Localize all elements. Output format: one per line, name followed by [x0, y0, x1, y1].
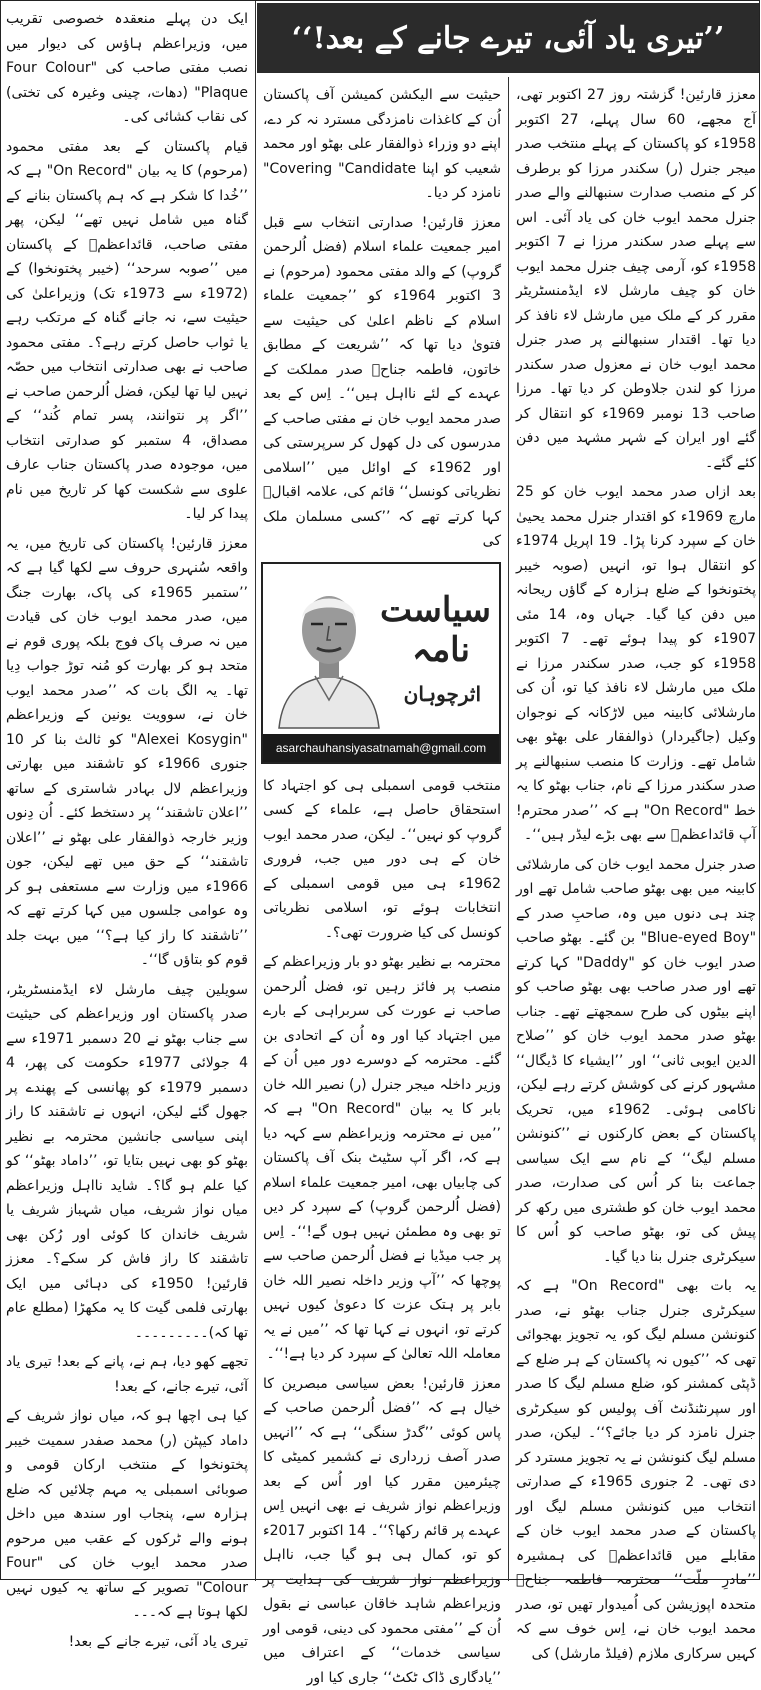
author-email[interactable]: asarchauhansiyasatnamah@gmail.com	[263, 734, 499, 762]
paragraph: معزز قارئین! پاکستان کی تاریخ میں، یہ واقعہ سُنہری حروف سے لکھا گیا ہے کہ ’’ستمبر 1965ء کی پاک، بھارت جنگ میں، صدر محمد ایوب خان کی قیادت میں نہ صرف پاک فوج بلکہ پوری قوم نے متحد ہو کر بھارت کو مُنہ توڑ جواب دِیا تھا۔ یہ الگ بات کہ ’’صدر محمد ایوب خان نے، سوویت یونین کے وزیراعظم "Alexei Kosygin" کو ثالث بنا کر 10 جنوری 1966ء کو تاشقند میں بھارتی وزیراعظم لال بہادر شاستری کے ساتھ ’’اعلان تاشقند‘‘ پر دستخط کئے۔ اُن دِنوں وزیر خارجہ ذوالفقار علی بھٹو نے ’’اعلان تاشقند‘‘ کے حق میں تھے لیکن، جون 1966ء میں وزارت سے مستعفی ہو کر وہ عوامی جلسوں میں کہا کرتے تھے کہ ’’تاشقند کا راز کیا ہے؟‘‘ میں بہت جلد قوم کو بتاؤں گا‘‘۔	[6, 532, 248, 973]
text-column-right	[511, 77, 761, 1581]
paragraph: قیام پاکستان کے بعد مفتی محمود (مرحوم) کا یہ بیان "On Record" ہے کہ ’’خُدا کا شکر ہے کہ ہم پاکستان بنانے کے گناہ میں شامل نہیں تھے‘‘ لیکن، پھر مفتی صاحب، قائداعظمؒ کے پاکستان میں ’’صوبہ سرحد‘‘ (خیبر پختونخوا) کے (1972ء سے 1973ء تک) وزیراعلیٰ کی حیثیت سے، نہ جانے گناہ کے مرتکب رہے یا ثواب حاصل کرتے رہے؟۔ مفتی محمود صاحب نے بھی صدارتی انتخاب میں حصّہ نہیں لیا تھا لیکن، فضل اُلرحمن صاحب نے ’’اگر پر نتوانند، پسر تمام کُند‘‘ کے مصداق، 4 ستمبر کو صدارتی انتخاب میں، موجودہ صدر پاکستان جناب عارف علوی سے شکست کھا کر تاریخ میں نام پیدا کر لیا۔	[6, 135, 248, 527]
column-logo-line: سیاست	[391, 590, 491, 630]
paragraph: معزز قارئین! بعض سیاسی مبصرین کا خیال ہے کہ ’’فضل اُلرحمن صاحب کے پاس کوئی ’’گدڑ سنگی‘‘ ہے کہ ’’انہیں صدر آصف زرداری نے کشمیر کمیٹی کا چیئرمین مقرر کیا اور اُس کے بعد وزیراعظم نواز شریف نے بھی انہیں اِس عہدے پر قائم رکھا؟‘‘۔ 14 اکتوبر 2017ء کو تو، کمال ہی ہو گیا جب، نااہل وزیراعظم نواز شریف کی ہدایت پر وزیراعظم شاہد خاقان عباسی نے بقول اُن کے ’’مفتی محمود کی دینی، قومی اور سیاسی خدمات‘‘ کے اعتراف میں ’’یادگاری ڈاک ٹکٹ‘‘ جاری کیا اور	[263, 1372, 501, 1690]
verse: تجھے کھو دیا، ہم نے، پانے کے بعد! تیری یاد آئی، تیرے جانے، کے بعد!	[6, 1350, 248, 1399]
paragraph: منتخب قومی اسمبلی ہی کو اجتہاد کا استحقاق حاصل ہے، علماء کے کسی گروپ کو نہیں‘‘۔ لیکن، صدر محمد ایوب خان کے ہی دور میں جب، فروری 1962ء ہی میں قومی اسمبلی کے انتخابات ہوئے تو، اسلامی نظریاتی کونسل کی کیا ضرورت تھی؟۔	[263, 774, 501, 946]
paragraph: معزز قارئین! صدارتی انتخاب سے قبل امیر جمعیت علماء اسلام (فضل اُلرحمن گروپ) کے والد مفتی محمود (مرحوم) نے 3 اکتوبر 1964ء کو ’’جمعیت علماء اسلام کے ناظم اعلیٰ کی حیثیت سے فتویٰ دیا تھا کہ ’’شریعت کے مطابق خاتون، فاطمہ جناحؒ صدر مملکت کے عہدے کے لئے نااہل ہیں‘‘۔ اِس کے بعد صدر محمد ایوب خان نے مفتی صاحب کے مدرسوں کی دل کھول کر سرپرستی کی اور 1962ء کے اوائل میں ’’اسلامی نظریاتی کونسل‘‘ قائم کی، علامہ اقبالؒ کہا کرتے تھے کہ ’’کسی مسلمان ملک کی	[263, 211, 501, 554]
headline-banner	[257, 3, 759, 73]
text-column-middle	[258, 77, 506, 1581]
paragraph: کیا ہی اچھا ہو کہ، میاں نواز شریف کے داماد کیپٹن (ر) محمد صفدر سمیت خیبر پختونخوا کے منتخب ارکان قومی و صوبائی اسمبلی یہ مہم چلائیں کہ ضلع ہزارہ سے، پنجاب اور سندھ میں داخل ہونے والے ٹرکوں کے عقب میں مرحوم صدر محمد ایوب خان کی "Four Colour" تصویر کے ساتھ یہ کیوں نہیں لکھا ہوتا ہے کہ۔۔۔	[6, 1404, 248, 1625]
closing-line: تیری یاد آئی، تیرے جانے کے بعد!	[6, 1630, 248, 1655]
text-column-left	[1, 1, 253, 1581]
author-name: اثرچوہان	[404, 682, 481, 706]
paragraph: محترمہ بے نظیر بھٹو دو بار وزیراعظم کے منصب پر فائز رہیں تو، فضل اُلرحمن صاحب نے عورت کی سربراہی کے بارے میں اجتہاد کیا اور وہ اُن کے اتحادی بن گئے۔ محترمہ کے دوسرے دور میں اُن کے وزیر داخلہ میجر جنرل (ر) نصیر اللہ خان بابر کا یہ بیان "On Record" ہے کہ ’’میں نے محترمہ وزیراعظم سے کہہ دیا ہے کہ، اگر آپ سٹیٹ بنک آف پاکستان کی چابیاں بھی، امیر جمعیت علماء اسلام (فضل اُلرحمن گروپ) کے سپرد کر دیں تو بھی وہ مطمئن نہیں ہوں گے!‘‘۔ اِس پر جب میڈیا نے فضل اُلرحمن صاحب سے پوچھا کہ ’’آپ وزیر داخلہ نصیر اللہ خان بابر پر ہتک عزت کا دعویٰ کیوں نہیں کرتے تو، انہوں نے کہا تھا کہ ’’میں نے یہ معاملہ اللہ تعالیٰ کے سپرد کر دیا ہے!‘‘۔	[263, 950, 501, 1367]
column-logo-line: نامہ	[391, 630, 491, 670]
paragraph: صدر جنرل محمد ایوب خان کی مارشلائی کابینہ میں بھی بھٹو صاحب شامل تھے اور چند ہی دنوں میں وہ، صاحبِ صدر کے "Blue-eyed Boy" بن گئے۔ بھٹو صاحب صدر ایوب خان کو "Daddy" کہا کرتے تھے اور صدر صاحب بھی بھٹو صاحب کو اپنے بیٹوں کی طرح سمجھتے تھے۔ جناب بھٹو صدر محمد ایوب خان کو ’’صلاح الدین ایوبی ثانی‘‘ اور ’’ایشیاء کا ڈیگال‘‘ مشہور کرنے کی کوشش کرتے رہے لیکن، ناکامی ہوئی۔ 1962ء میں، تحریک پاکستان کے بعض کارکنوں نے ’’کنونشن مسلم لیگ‘‘ کے نام سے ایک سیاسی جماعت بنا کر اُس کی صدارت، صدر محمد ایوب خان کو طشتری میں رکھ کر پیش کی تو، بھٹو صاحب کو اُس کا سیکرٹری جنرل بنا دیا گیا۔	[516, 853, 756, 1270]
paragraph: معزز قارئین! گزشتہ روز 27 اکتوبر تھی، آج مجھے، 60 سال پہلے، 27 اکتوبر 1958ء کو پاکستان کے پہلے منتخب صدر میجر جنرل (ر) سکندر مرزا کو برطرف کر کے منصب صدارت سنبھالنے والے صدر جنرل محمد ایوب خان کی یاد آئی۔ اس سے پہلے صدر سکندر مرزا نے 7 اکتوبر 1958ء کو، آرمی چیف جنرل محمد ایوب خان کو چیف مارشل لاء ایڈمنسٹریٹر مقرر کر کے ملک میں مارشل لاء نافذ کر دیا تھا۔ اقتدار سنبھالنے پر صدر جنرل محمد ایوب خان نے معزول صدر سکندر مرزا کو لندن جلاوطن کر دیا تھا۔ مرزا صاحب 13 نومبر 1969ء کو انتقال کر گئے اور ایران کے شہر مشہد میں دفن کئے گئے۔	[516, 83, 756, 475]
column-divider	[255, 1, 256, 1581]
paragraph: حیثیت سے الیکشن کمیشن آف پاکستان اُن کے کاغذات نامزدگی مسترد نہ کر دے، اپنے دو وزراء ذوالفقار علی بھٹو اور محمد شعیب کو اپنا Covering "Candidate" نامزد کر دیا۔	[263, 83, 501, 206]
paragraph: سویلین چیف مارشل لاء ایڈمنسٹریٹر، صدر پاکستان اور وزیراعظم کی حیثیت سے جناب بھٹو نے 20 دسمبر 1971ء سے 4 جولائی 1977ء حکومت کی پھر، 4 دسمبر 1979ء کو پھانسی کے پھندے پر جھول گئے لیکن، انہوں نے تاشقند کا راز اپنی سیاسی جانشین محترمہ بے نظیر بھٹو کو بھی نہیں بتایا تو، ’’داماد بھٹو‘‘ کو کیا علم ہو گا؟۔ شاید نااہل وزیراعظم میاں نواز شریف، میاں شہباز شریف یا شریف خاندان کا کوئی اور رُکن بھی تاشقند کا راز فاش کر سکے؟۔ معزز قارئین! 1950ء کی دہائی میں ایک بھارتی فلمی گیت کا یہ مکھڑا (مطلع عام تھا کہ)۔۔۔۔۔۔۔۔۔	[6, 978, 248, 1346]
column-headline: ’’تیری یاد آئی، تیرے جانے کے بعد!‘‘	[292, 21, 725, 56]
paragraph: یہ بات بھی "On Record" ہے کہ سیکرٹری جنرل جناب بھٹو نے، صدر کنونشن مسلم لیگ کو، یہ تجویز بھجوائی تھی کہ ’’کیوں نہ پاکستان کے ہر ضلع کے ڈپٹی کمشنر کو، ضلع مسلم لیگ کا صدر اور سپرنٹنڈنٹ آف پولیس کو سیکرٹری جنرل نامزد کر دیا جائے؟‘‘۔ لیکن، صدر مسلم لیگ کنونشن نے یہ تجویز مسترد کر دی تھی۔ 2 جنوری 1965ء کے صدارتی انتخاب میں کنونشن مسلم لیگ اور پاکستان کے صدر محمد ایوب خان کے مقابلے میں قائداعظمؒ کی ہمشیرہ ’’مادرِ ملّت‘‘ محترمہ فاطمہ جناحؒ متحدہ اپوزیشن کی اُمیدوار تھیں تو، صدر محمد ایوب خان نے، اِس خوف سے کہ کہیں سرکاری ملازم (فیلڈ مارشل) کی	[516, 1274, 756, 1666]
column-divider	[508, 77, 509, 1581]
paragraph: ایک دن پہلے منعقدہ خصوصی تقریب میں، وزیراعظم ہاؤس کی دیوار میں نصب مفتی صاحب کی "Four Colour Plaque" (دھات، چینی وغیرہ کی تختی) کی نقاب کشائی کی۔	[6, 7, 248, 130]
column-logo	[391, 590, 491, 670]
paragraph: بعد ازاں صدر محمد ایوب خان کو 25 مارچ 1969ء کو اقتدار جنرل محمد یحییٰ خان کے سپرد کرنا پڑا۔ 19 اپریل 1974ء کو انتقال ہوا تو، انہیں (صوبہ خیبر پختونخوا کے ضلع ہزارہ کے گاؤں ریحانہ میں دفن کیا گیا۔ جہاں وہ، 14 مئی 1907ء کو پیدا ہوئے تھے۔ 7 اکتوبر 1958ء کو جب، صدر سکندر مرزا نے ملک میں مارشل لاء نافذ کیا تو، اُن کی مارشلائی کابینہ میں لاڑکانہ کے نوجوان وکیل (جاگیردار) ذوالفقار علی بھٹو بھی شامل تھے۔ وزارت کا منصب سنبھالنے پر صدر سکندر مرزا کے نام، جناب بھٹو کا یہ خط "On Record" ہے کہ ’’صدر محترم! آپ قائداعظمؒ سے بھی بڑے لیڈر ہیں‘‘۔	[516, 480, 756, 848]
author-photo	[269, 568, 389, 728]
author-byline-box	[261, 562, 501, 764]
